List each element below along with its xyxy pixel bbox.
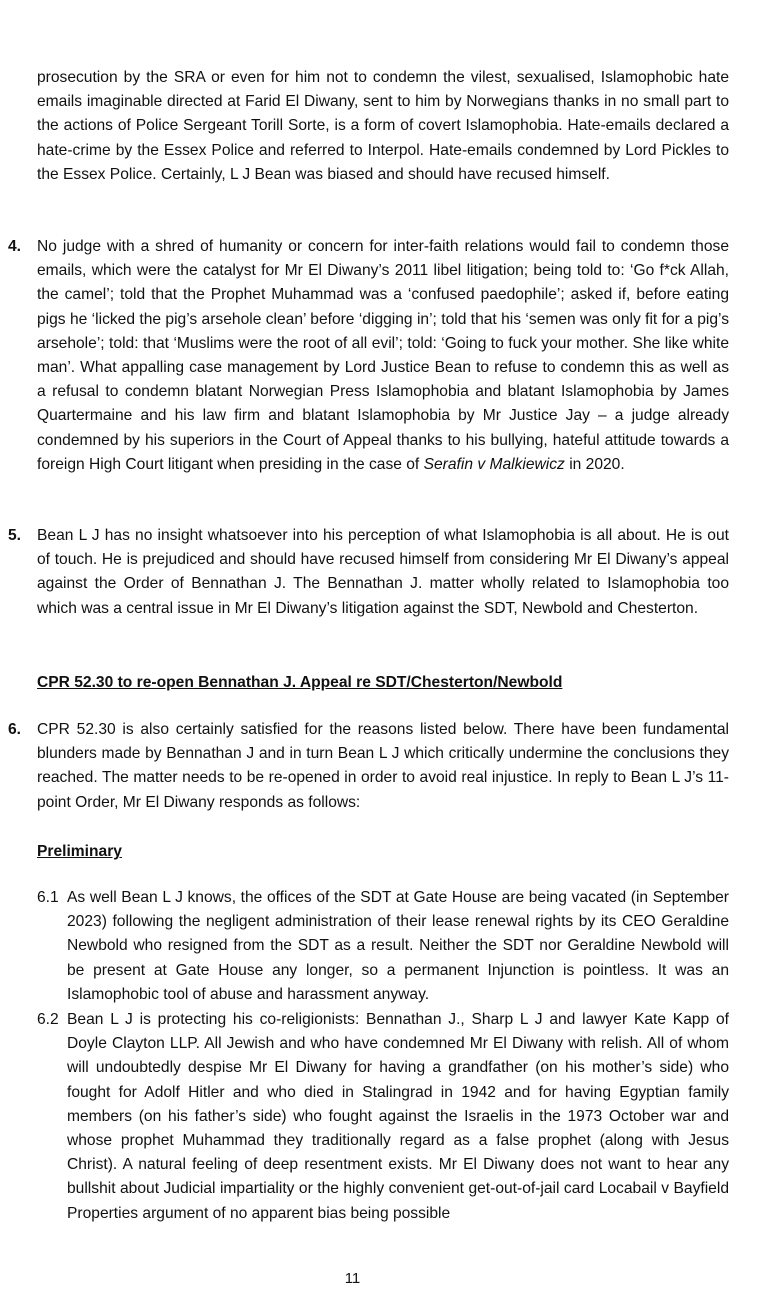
case-citation: Serafin v Malkiewicz bbox=[423, 455, 565, 473]
page-number: 11 bbox=[344, 1270, 361, 1287]
section-heading-cpr: CPR 52.30 to re-open Bennathan J. Appeal re SDT/Chesterton/Newbold bbox=[37, 674, 563, 691]
subparagraph-body: As well Bean L J knows, the offices of the SDT at Gate House are being vacated (in September 2023) following the negligent administration of their lease renewal rights by its CEO Geraldine Newbold who resigned from the SDT as a result. Neither the SDT nor Geraldine Newbold will be present at Gate House any longer, so a permanent Injunction is pointless. It was an Islamophobic tool of abuse and harassment anyway. bbox=[67, 889, 729, 1003]
paragraph-number: 6. bbox=[8, 721, 22, 738]
paragraph-text-end: in 2020. bbox=[564, 455, 625, 473]
subparagraph-6-2 bbox=[37, 1008, 729, 1226]
paragraph-number: 5. bbox=[8, 527, 22, 544]
paragraph-number: 4. bbox=[8, 238, 22, 255]
intro-paragraph: prosecution by the SRA or even for him not to condemn the vilest, sexualised, Islamophobic hate emails imaginable directed at Farid El Diwany, sent to him by Norwegians thanks in no small part to the actions of Police Sergeant Torill Sorte, is a form of covert Islamophobia. Hate-emails declared a hate-crime by the Essex Police and referred to Interpol. Hate-emails condemned by Lord Pickles to the Essex Police. Certainly, L J Bean was biased and should have recused himself. bbox=[37, 69, 729, 183]
subparagraph-6-1 bbox=[37, 886, 729, 1007]
paragraph-body bbox=[37, 235, 729, 477]
section-heading-preliminary: Preliminary bbox=[37, 843, 122, 860]
paragraph-5 bbox=[8, 524, 729, 621]
subparagraph-number: 6.2 bbox=[37, 1011, 59, 1028]
paragraph-text: No judge with a shred of humanity or concern for inter-faith relations would fail to condemn those emails, which were the catalyst for Mr El Diwany’s 2011 libel litigation; being told to: ‘Go f*ck Allah, the camel’; told that the Prophet Muhammad was a ‘confused paedophile’; asked if, before eating pigs he ‘licked the pig’s arsehole clean’ before ‘digging in’; told that his ‘semen was only fit for a pig’s arsehole’; told: that ‘Muslims were the root of all evil’; told: ‘Going to fuck your mother. She like white man’. What appalling case management by Lord Justice Bean to refuse to condemn this as well as a refusal to condemn blatant Norwegian Press Islamophobia and blatant Islamophobia by James Quartermaine and his law firm and blatant Islamophobia by Mr Justice Jay – a judge already condemned by his superiors in the Court of Appeal thanks to his bullying, hateful attitude towards a foreign High Court litigant when presiding in the case of bbox=[37, 238, 729, 473]
paragraph-body: Bean L J has no insight whatsoever into his perception of what Islamophobia is all about. He is out of touch. He is prejudiced and should have recused himself from considering Mr El Diwany’s appeal against the Order of Bennathan J. The Bennathan J. matter wholly related to Islamophobia too which was a central issue in Mr El Diwany’s litigation against the SDT, Newbold and Chesterton. bbox=[37, 527, 729, 617]
paragraph-body: CPR 52.30 is also certainly satisfied for the reasons listed below. There have been fundamental blunders made by Bennathan J and in turn Bean L J which critically undermine the conclusions they reached. The matter needs to be re-opened in order to avoid real injustice. In reply to Bean L J’s 11-point Order, Mr El Diwany responds as follows: bbox=[37, 721, 729, 811]
subparagraph-body: Bean L J is protecting his co-religionists: Bennathan J., Sharp L J and lawyer Kate Kapp of Doyle Clayton LLP. All Jewish and who have condemned Mr El Diwany with relish. All of whom will undoubtedly despise Mr El Diwany for having a grandfather (on his mother’s side) who fought for Adolf Hitler and who died in Stalingrad in 1942 and for having Egyptian family members (on his father’s side) who fought against the Israelis in the 1973 October war and whose prophet Muhammad they traditionally regard as a false prophet (along with Jesus Christ). A natural feeling of deep resentment exists. Mr El Diwany does not want to hear any bullshit about Judicial impartiality or the highly convenient get-out-of-jail card Locabail v Bayfield Properties argument of no apparent bias being possible bbox=[67, 1011, 729, 1222]
paragraph-6 bbox=[8, 718, 729, 815]
paragraph-4 bbox=[8, 235, 729, 477]
subparagraph-number: 6.1 bbox=[37, 889, 59, 906]
